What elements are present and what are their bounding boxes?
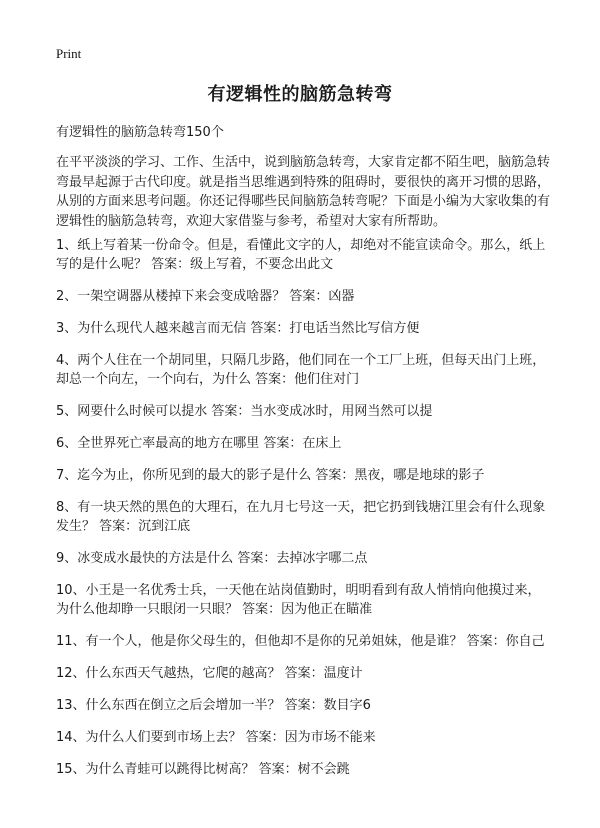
riddle-item: 11、有一个人，他是你父母生的，但他却不是你的兄弟姐妹，他是谁？ 答案：你自己 xyxy=(56,634,545,649)
riddle-item: 4、两个人住在一个胡同里，只隔几步路，他们同在一个工厂上班，但每天出门上班，却总一个向左，一个向右，为什么 答案：他们住对门 xyxy=(56,353,546,387)
riddle-item: 6、全世界死亡率最高的地方在哪里 答案：在床上 xyxy=(56,436,342,451)
intro-paragraph: 在平平淡淡的学习、工作、生活中，说到脑筋急转弯，大家肯定都不陌生吧，脑筋急转弯最早起源于古代印度。就是指当思维遇到特殊的阻碍时，要很快的离开习惯的思路，从别的方面来思考问题。你还记得哪些民间脑筋急转弯呢？下面是小编为大家收集的有逻辑性的脑筋急转弯，欢迎大家借鉴与参考，希望对大家有所帮助。 xyxy=(56,155,551,229)
print-label: Print xyxy=(56,46,82,61)
riddle-item: 14、为什么人们要到市场上去？ 答案：因为市场不能来 xyxy=(56,730,376,745)
document-title: 有逻辑性的脑筋急转弯 xyxy=(207,84,393,105)
riddle-item: 10、小王是一名优秀士兵，一天他在站岗值勤时，明明看到有敌人悄悄向他摸过来，为什么他却睁一只眼闭一只眼？ 答案：因为他正在瞄准 xyxy=(56,583,541,617)
riddle-item: 13、什么东西在倒立之后会增加一半？ 答案：数目字6 xyxy=(56,698,371,713)
riddle-item: 1、纸上写着某一份命令。但是，看懂此文字的人，却绝对不能宣读命令。那么，纸上写的是什么呢？ 答案：级上写着，不要念出此文 xyxy=(56,238,546,272)
riddle-item: 2、一架空调器从楼掉下来会变成啥器？ 答案：凶器 xyxy=(56,289,355,304)
document-subtitle: 有逻辑性的脑筋急转弯150个 xyxy=(56,125,224,140)
riddle-item: 15、为什么青蛙可以跳得比树高？ 答案：树不会跳 xyxy=(56,762,350,777)
riddle-item: 12、什么东西天气越热，它爬的越高？ 答案：温度计 xyxy=(56,666,363,681)
riddle-item: 7、迄今为止，你所见到的最大的影子是什么 答案：黑夜，哪是地球的影子 xyxy=(56,468,485,483)
riddle-item: 9、冰变成水最快的方法是什么 答案：去掉冰字哪二点 xyxy=(56,551,368,566)
riddle-item: 5、网要什么时候可以提水 答案：当水变成冰时，用网当然可以提 xyxy=(56,404,433,419)
riddle-item: 3、为什么现代人越来越言而无信 答案：打电话当然比写信方便 xyxy=(56,321,420,336)
riddle-item: 8、有一块天然的黑色的大理石，在九月七号这一天，把它扔到钱塘江里会有什么现象发生？ 答案：沉到江底 xyxy=(56,500,546,534)
